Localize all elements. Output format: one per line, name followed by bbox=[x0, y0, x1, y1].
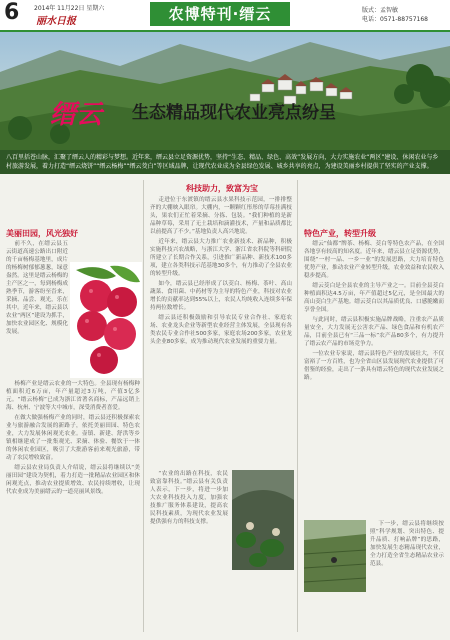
editor-phone: 电话：0571-88757168 bbox=[362, 16, 428, 23]
issue-date: 2014年 11月22日 星期六 bbox=[34, 5, 105, 12]
middle-body-text-2 bbox=[150, 470, 228, 528]
column-divider bbox=[297, 180, 298, 632]
right-body-text-2 bbox=[370, 520, 444, 570]
greenhouse-illustration bbox=[232, 470, 294, 570]
editor-info bbox=[362, 6, 428, 24]
hero-banner bbox=[0, 32, 450, 174]
left-paragraph: 在做大做强杨梅产业的同时，缙云县还积极探索农业与旅游融合发展的新路子，依托美丽田园、特色农业，大力发展休闲观光农业。壶镇、新建、舒洪等乡镇相继建成了一批集观光、采摘、体验、餐饮于一体的休闲农业园区，吸引了大批游客前来观光旅游，带动了农民增收致富。 bbox=[6, 415, 140, 461]
bayberry-illustration bbox=[70, 262, 142, 378]
left-paragraph: 杨梅产业是缙云农业的一大特色。全县现有杨梅种植面积近6万亩，年产量超过3万吨，产值3亿多元。“缙云杨梅”已成为浙江省著名商标，产品远销上海、杭州、宁波等大中城市，深受消费者喜爱。 bbox=[6, 381, 140, 411]
hero-caption: 八百里括苍山脉，汇聚了缙云人的精彩与梦想。近年来，缙云县立足资源优势，坚持“生态、精品、绿色、高效”发展方向，大力实施农业“两区”建设、休闲农业与乡村旅游发展，着力打造“缙云烧饼”“缙云杨梅”“缙云茭白”等区域品牌，让现代农业成为全县绿色发展、城乡共享的亮点，为建设美丽乡村提供了坚实的产业支撑。 bbox=[0, 150, 450, 174]
right-paragraph: 一位农业专家说，缙云县特色产业的发展壮大，不仅富裕了一方百姓，也为全省山区县发展现代农业提供了可借鉴的经验，走出了一条具有缙云特色的现代农业发展之路。 bbox=[304, 351, 444, 381]
middle-heading: 科技助力，致富为宝 bbox=[186, 184, 258, 193]
left-paragraph: 缙云县农业局负责人介绍说，缙云县将继续以“美丽田园”建设为契机，着力打造一批精品农业园区和休闲观光点，推动农业提质增效、农民持续增收，让现代农业成为美丽缙云的一道亮丽风景线。 bbox=[6, 465, 140, 495]
left-heading: 美丽田园，风光独好 bbox=[6, 229, 78, 238]
right-paragraph: 缙云“仙都”牌茶、杨梅、茭白等特色农产品，在全国各地享有较高的知名度。近年来，缙云县立足资源优势，围绕“一村一品、一乡一业”的发展思路，大力培育特色优势产业，推动农业产业转型升级，农业效益和农民收入稳步提高。 bbox=[304, 241, 444, 279]
right-paragraph: 缙云茭白是全县农业的主导产业之一。目前全县茭白种植面积达4.5万亩，年产值超过5亿元，是全国最大的高山茭白生产基地。缙云茭白以其品质优良、口感脆嫩而享誉全国。 bbox=[304, 283, 444, 313]
left-intro-text bbox=[6, 240, 68, 338]
middle-paragraph: 如今，缙云县已经形成了以茭白、杨梅、茶叶、高山蔬菜、食用菌、中药材等为主导的特色产业，科技对农业增长的贡献率达到55%以上，农民人均纯收入连续多年保持两位数增长。 bbox=[150, 281, 292, 311]
middle-body-text bbox=[150, 196, 292, 348]
hero-subtitle: 生态精品现代农业亮点纷呈 bbox=[132, 103, 336, 123]
right-paragraph: 与此同时，缙云县积极实施品牌战略，注重农产品质量安全，大力发展无公害农产品、绿色食品和有机农产品，目前全县已有“三品一标”农产品80多个，有力提升了缙云农产品的市场竞争力。 bbox=[304, 317, 444, 347]
left-body-text bbox=[6, 380, 140, 498]
right-body-text bbox=[304, 240, 444, 384]
middle-paragraph: “农业的出路在科技，农民致富靠科技。”缙云县有关负责人表示，下一步，将进一步加大农业科技投入力度，加强农技推广服务体系建设，提高农民科技素质，为现代农业发展提供强有力的科技支撑。 bbox=[150, 471, 228, 525]
middle-paragraph: 缙云县还积极鼓励和引导农民专业合作社、家庭农场、农业龙头企业等新型农业经营主体发展，全县现有各类农民专业合作社500多家，家庭农场200多家，农业龙头企业80多家，成为推动现代农业发展的重要力量。 bbox=[150, 315, 292, 345]
bayberry-photo bbox=[70, 262, 142, 378]
page-header bbox=[0, 0, 450, 30]
right-heading: 特色产业，转型升级 bbox=[304, 229, 376, 238]
hero-title: 缙云 bbox=[50, 100, 103, 130]
left-paragraph: 前不久，在缙云县五云街道高速公路出口附近的千亩杨梅基地里，成片的杨梅树郁郁葱葱，绿意盎然。这里是缙云杨梅的主产区之一，每到杨梅成熟季节，游客纷至沓来，采摘、品尝、观光，乐在其中。近年来，缙云县以农业“两区”建设为抓手，加快农业园区化、规模化发展。 bbox=[6, 241, 68, 335]
middle-paragraph: 走进位于东渡镇的缙云县水果科技示范园，一排排整齐的大棚映入眼帘。大棚内，一颗颗红彤彤的草莓挂满枝头，果农们正忙着采摘、分拣、包装。“我们种植的是新品种草莓，采用了无土栽培和滴灌技术，产量和品质都比以前提高了不少。”基地负责人高兴地说。 bbox=[150, 197, 292, 235]
page-number: 6 bbox=[4, 0, 20, 25]
field-illustration bbox=[304, 520, 366, 592]
field-photo bbox=[304, 520, 366, 592]
middle-paragraph: 近年来，缙云县大力推广农业新技术、新品种，积极实施科技兴农战略，与浙江大学、浙江省农科院等科研院所建立了长期合作关系，引进推广新品种、新技术100多项，建立各类科技示范基地30多个，有力推动了全县农业的转型升级。 bbox=[150, 239, 292, 277]
column-divider bbox=[143, 180, 144, 632]
greenhouse-photo bbox=[232, 470, 294, 570]
editor-name: 版式：孟智敏 bbox=[362, 7, 399, 14]
section-banner: 农博特刊·缙云 bbox=[150, 2, 290, 26]
right-paragraph: 下一步，缙云县将继续按照“科学规划、突出特色、提升品质、打响品牌”的思路，加快发展生态精品现代农业，全力打造全省生态精品农业示范县。 bbox=[370, 521, 444, 567]
newspaper-name: 丽水日报 bbox=[36, 16, 76, 27]
